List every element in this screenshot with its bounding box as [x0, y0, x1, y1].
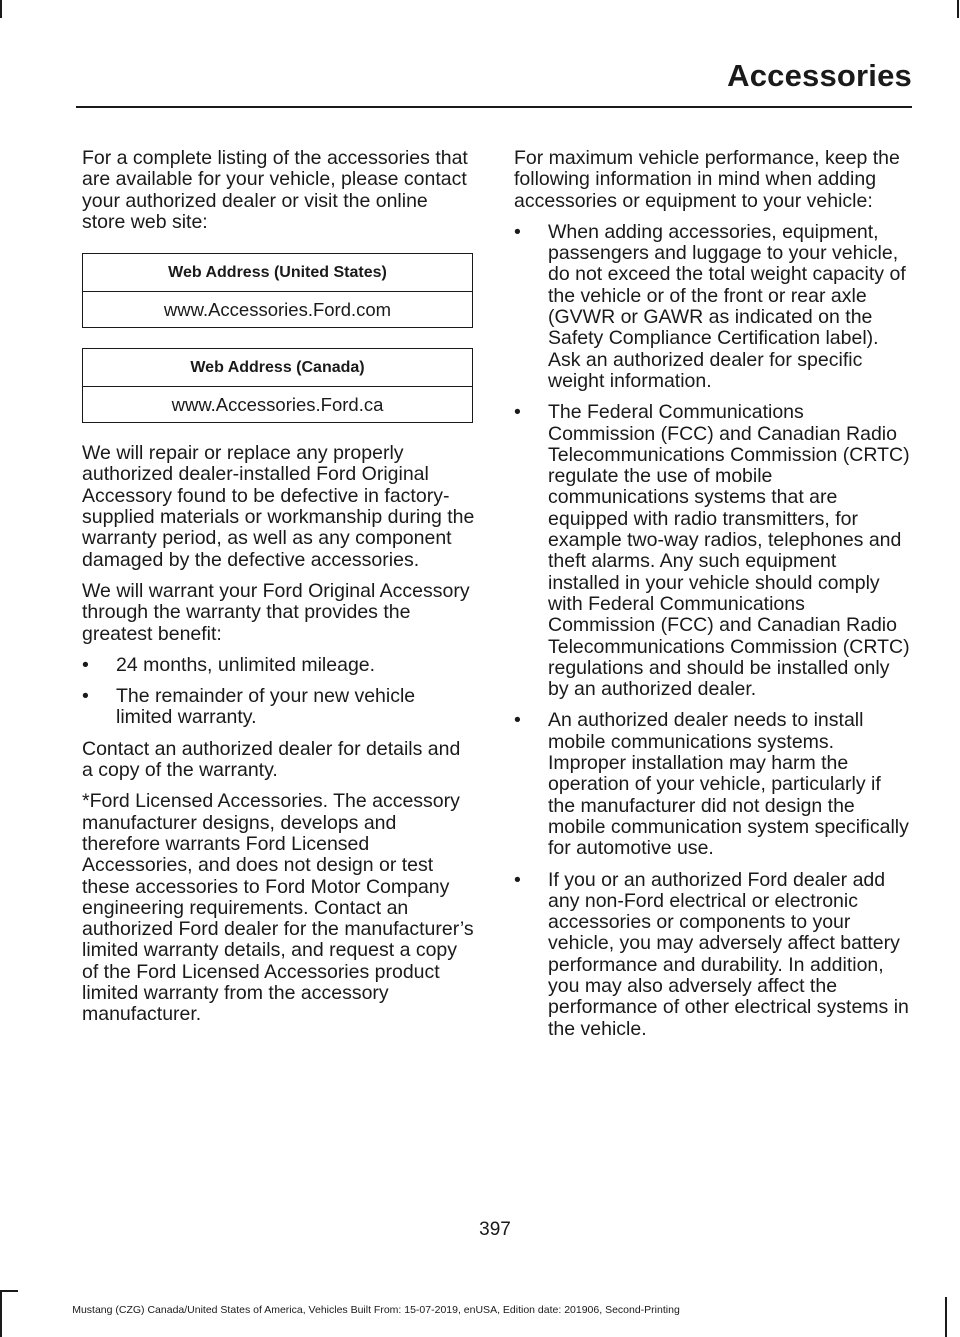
canada-web-address-value: www.Accessories.Ford.ca	[83, 387, 473, 423]
performance-intro-paragraph: For maximum vehicle performance, keep the following information in mind when adding accessories or equipment to your vehicle:	[514, 147, 900, 212]
list-item	[514, 710, 910, 859]
bullet-icon: •	[82, 653, 89, 676]
warrant-paragraph: We will warrant your Ford Original Accessory through the warranty that provides the greatest benefit:	[82, 579, 470, 645]
header-rule	[76, 106, 912, 108]
crop-mark-top-left	[0, 0, 2, 18]
warranty-bullet-list	[82, 655, 476, 729]
page-number: 397	[479, 1219, 511, 1240]
us-web-address-table	[82, 253, 473, 328]
list-item	[514, 870, 910, 1040]
left-column	[82, 148, 476, 1036]
footer-edition-info: Mustang (CZG) Canada/United States of America, Vehicles Built From: 15-07-2019, enUSA, Edition date: 201906, Second-Printing	[72, 1304, 680, 1316]
us-web-address-header: Web Address (United States)	[83, 254, 473, 292]
crop-mark-bottom-right-v	[945, 1297, 947, 1337]
contact-paragraph: Contact an authorized dealer for details and a copy of the warranty.	[82, 737, 461, 782]
bullet-icon: •	[82, 685, 89, 708]
intro-paragraph: For a complete listing of the accessories that are available for your vehicle, please contact your authorized dealer or visit the online store web site:	[82, 147, 468, 233]
bullet-icon: •	[514, 220, 521, 243]
list-item-text: The remainder of your new vehicle limited warranty.	[116, 685, 416, 729]
repair-paragraph: We will repair or replace any properly authorized dealer-installed Ford Original Accessory found to be defective in factory-supplied materials or workmanship during the warranty period, as well as any component damaged by the defective accessories.	[82, 442, 475, 571]
list-item-text: An authorized dealer needs to install mobile communications systems. Improper installation may harm the operation of your vehicle, particularly if the manufacturer did not design the mobile communication system specifically for automotive use.	[548, 709, 909, 860]
list-item	[514, 402, 910, 700]
list-item-text: When adding accessories, equipment, passengers and luggage to your vehicle, do not exceed the total weight capacity of the vehicle or of the front or rear axle (GVWR or GAWR as indicated on the Safety Compliance Certification label). Ask an authorized dealer for specific weight information.	[548, 220, 906, 392]
bullet-icon: •	[514, 709, 521, 732]
list-item-text: 24 months, unlimited mileage.	[116, 653, 376, 676]
list-item-text: If you or an authorized Ford dealer add any non-Ford electrical or electronic accessories or components to your vehicle, you may adversely affect battery performance and durability. In addition, you may also adversely affect the performance of other electrical systems in the vehicle.	[548, 868, 909, 1040]
crop-mark-top-right	[957, 0, 959, 18]
list-item	[82, 655, 476, 676]
list-item	[514, 222, 910, 392]
bullet-icon: •	[514, 401, 521, 424]
page-title: Accessories	[727, 58, 912, 93]
licensed-accessories-paragraph: *Ford Licensed Accessories. The accessory manufacturer designs, develops and therefore warrants Ford Licensed Accessories, and does not design or test these accessories to Ford Motor Company engineering requirements. Contact an authorized Ford dealer for the manufacturer’s limited warranty details, and request a copy of the Ford Licensed Accessories product limited warranty from the accessory manufacturer.	[82, 790, 474, 1026]
canada-web-address-table	[82, 348, 473, 423]
list-item	[82, 686, 476, 729]
crop-mark-bottom-left-h	[0, 1290, 18, 1292]
us-web-address-value: www.Accessories.Ford.com	[83, 292, 473, 328]
canada-web-address-header: Web Address (Canada)	[83, 349, 473, 387]
performance-bullet-list	[514, 222, 910, 1040]
bullet-icon: •	[514, 868, 521, 891]
right-column	[514, 148, 910, 1050]
list-item-text: The Federal Communications Commission (FCC) and Canadian Radio Telecommunications Commission (CRTC) regulate the use of mobile communications systems that are equipped with radio transmitters, for example two-way radios, telephones and theft alarms. Any such equipment installed in your vehicle should comply with Federal Communications Commission (FCC) and Canadian Radio Telecommunications Commission (CRTC) regulations and should be installed only by an authorized dealer.	[548, 401, 910, 701]
